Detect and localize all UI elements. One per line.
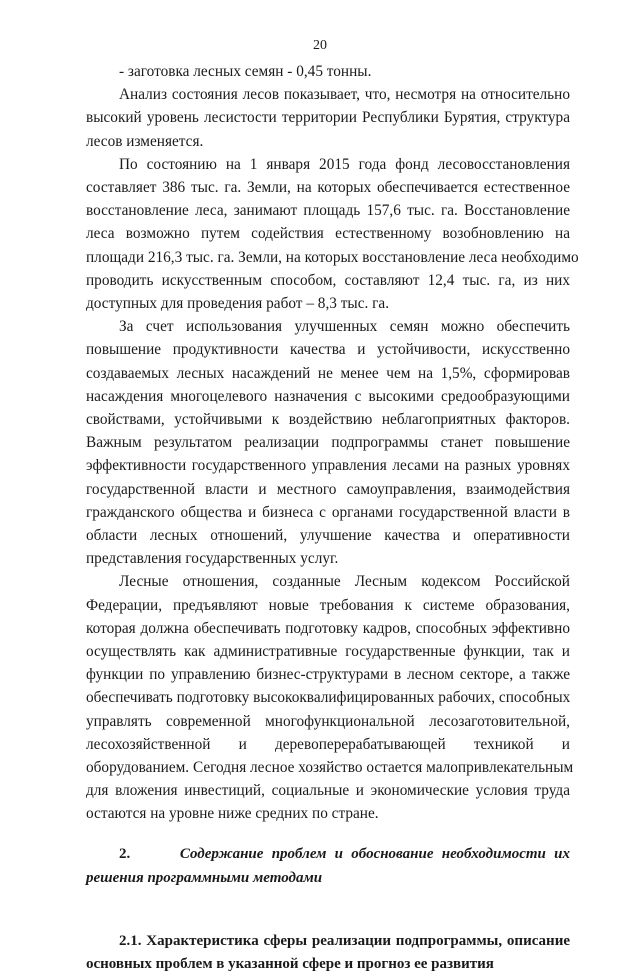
text-line: функции по управлению бизнес-структурами в лесном секторе, а также (86, 666, 570, 684)
text-line: Лесные отношения, созданные Лесным кодексом Российской (119, 573, 570, 591)
text-line: области лесных отношений, улучшение качества и оперативности (86, 527, 570, 544)
text-line: проводить искусственным способом, составляют 12,4 тыс. га, из них (86, 271, 570, 289)
page-number: 20 (313, 38, 327, 53)
section-2-heading-line: решения программными методами (86, 869, 323, 886)
text-line: лесов изменяется. (86, 132, 204, 150)
text-line: которая должна обеспечивать подготовку кадров, способных эффективно (86, 619, 570, 637)
text-line: оборудованием. Сегодня лесное хозяйство остается малопривлекательным (86, 759, 574, 776)
text-line: За счет использования улучшенных семян можно обеспечить (119, 318, 570, 336)
text-line: Федерации, предъявляют новые требования к системе образования, (86, 596, 570, 614)
text-line: остаются на уровне ниже средних по стране. (86, 805, 379, 823)
text-line: обеспечивать подготовку высококвалифицированных рабочих, способных (86, 689, 571, 707)
text-line: составляет 386 тыс. га. Земли, на которых обеспечивается естественное (86, 179, 570, 196)
text-line: лесохозяйственной и деревоперерабатывающей техникой и (86, 735, 570, 753)
text-line: для вложения инвестиций, социальные и экономические условия труда (86, 782, 570, 800)
text-line: доступных для проведения работ – 8,3 тыс. га. (86, 295, 390, 312)
section-number: 2. (119, 846, 131, 863)
text-line: леса возможно путем содействия естественному возобновлению на (86, 225, 570, 243)
text-line: насаждения многоцелевого назначения с высокими средообразующими (86, 387, 570, 405)
text-line: высокий уровень лесистости территории Республики Бурятия, структура (86, 109, 570, 127)
text-line: представления государственных услуг. (86, 550, 339, 568)
text-line: повышение продуктивности качества и устойчивости, искусственно (86, 341, 570, 359)
text-line: По состоянию на 1 января 2015 года фонд лесовосстановления (119, 155, 570, 173)
text-line: свойствами, устойчивыми к воздействию неблагоприятных факторов. (86, 411, 570, 428)
section-2-heading-line (119, 842, 570, 866)
subsection-2-1-heading-line: 2.1. Характеристика сферы реализации подпрограммы, описание (119, 932, 570, 949)
text-line: создаваемых лесных насаждений не менее чем на 1,5%, сформировав (86, 364, 570, 382)
text-line: управлять современной многофункциональной лесозаготовительной, (86, 712, 570, 730)
text-line: Анализ состояния лесов показывает, что, несмотря на относительно (119, 86, 570, 104)
subsection-2-1-heading-line: основных проблем в указанной сфере и прогноз ее развития (86, 956, 494, 972)
text-line: осуществлять как административные государственные функции, так и (86, 643, 570, 660)
text-line: восстановление леса, занимают площадь 157,6 тыс. га. Восстановление (86, 202, 570, 220)
text-line: - заготовка лесных семян - 0,45 тонны. (119, 63, 372, 80)
text-line: Важным результатом реализации подпрограммы станет повышение (86, 434, 570, 452)
text-line: эффективности государственного управления лесами на разных уровнях (86, 457, 570, 475)
section-title: Содержание проблем и обоснование необходимости их (179, 846, 570, 863)
text-line: площади 216,3 тыс. га. Земли, на которых восстановление леса необходимо (86, 248, 579, 266)
text-line: государственной власти и местного самоуправления, взаимодействия (86, 480, 570, 498)
text-line: гражданского общества и бизнеса с органами государственной власти в (86, 503, 570, 521)
